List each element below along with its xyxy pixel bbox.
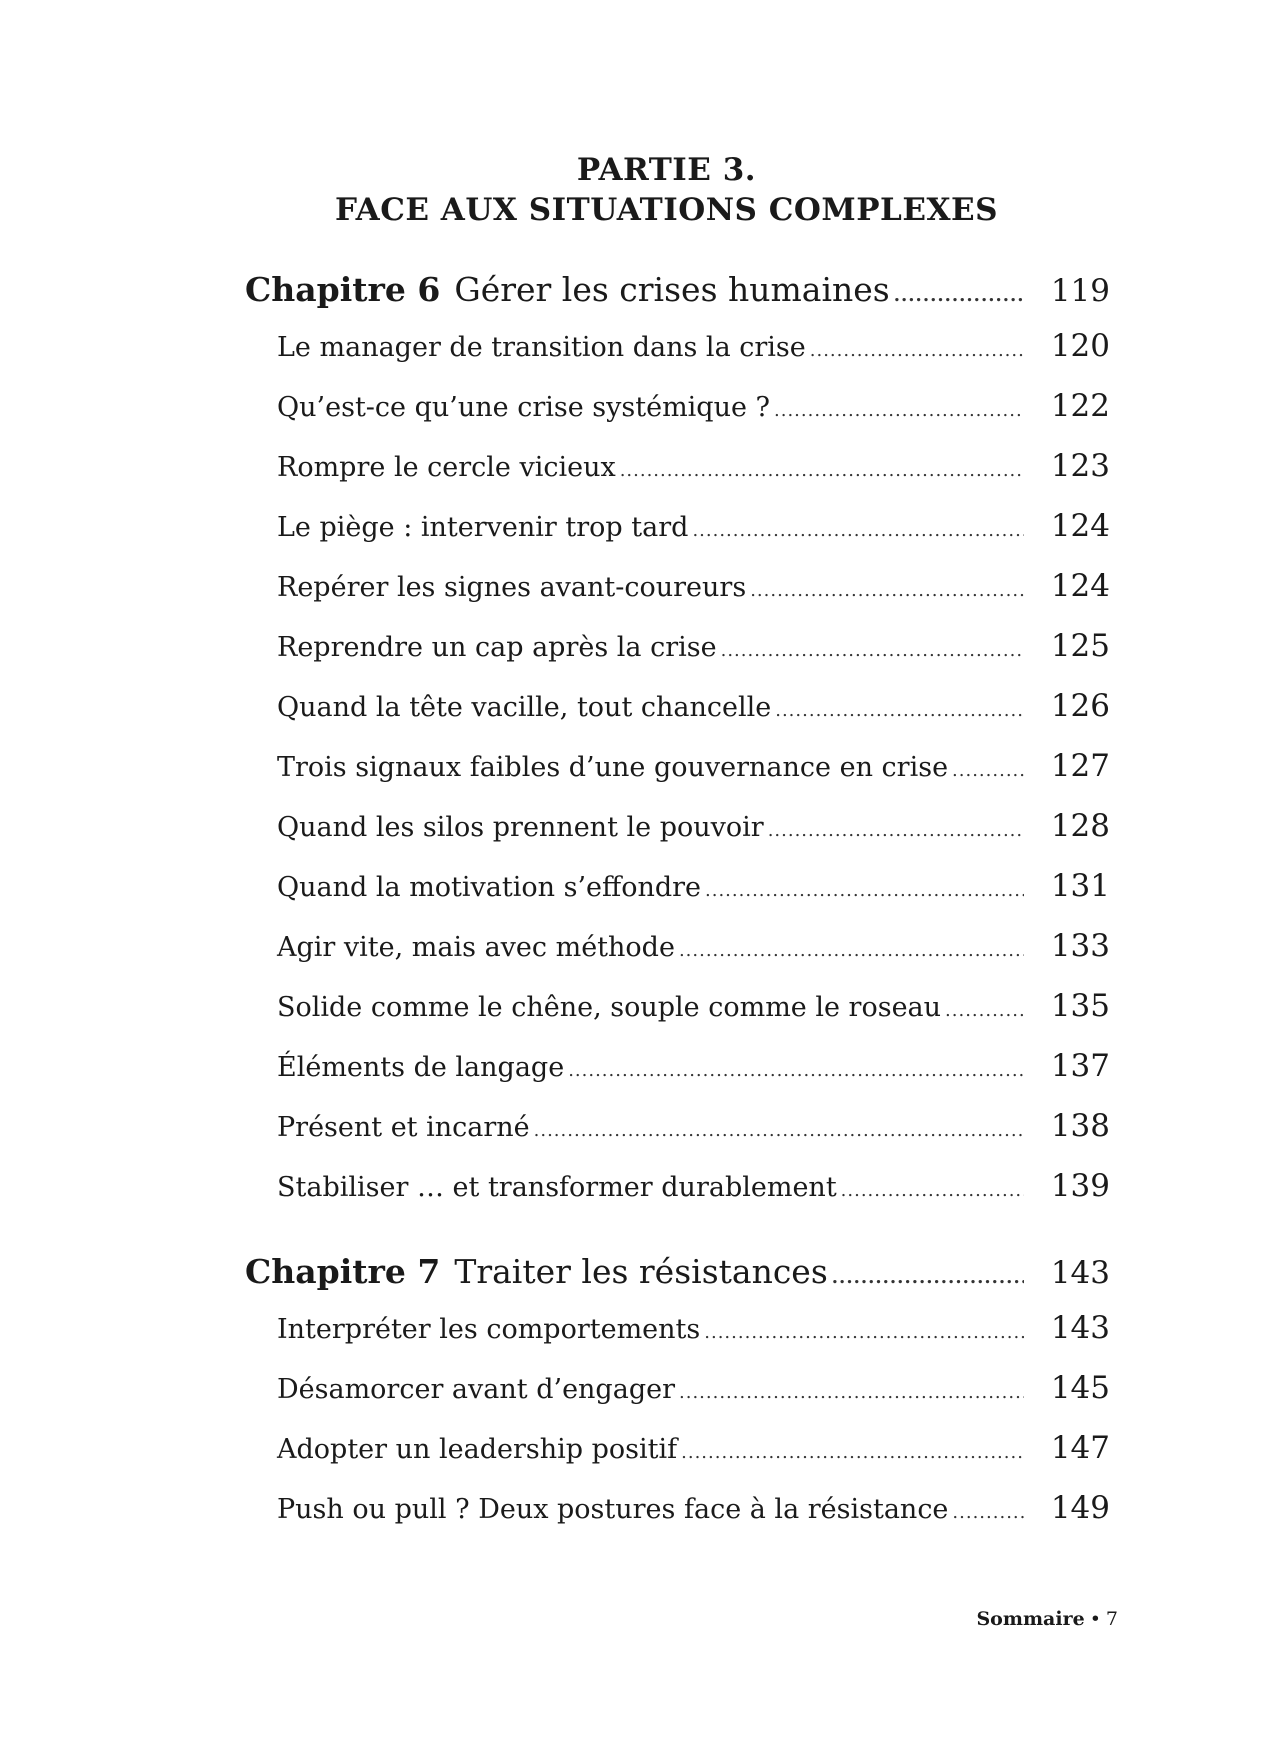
entry-page-number: 137 — [1050, 1048, 1110, 1084]
dot-leader — [750, 580, 1024, 601]
dot-leader — [774, 400, 1024, 421]
toc-entry[interactable] — [245, 688, 1110, 748]
dot-leader — [679, 940, 1024, 961]
dot-leader — [704, 1322, 1024, 1343]
entry-title: Présent et incarné — [277, 1112, 530, 1143]
dot-leader — [945, 1000, 1024, 1021]
dot-leader — [620, 460, 1024, 481]
entry-page-number: 125 — [1050, 628, 1110, 664]
dot-leader — [768, 820, 1024, 841]
entry-title: Le piège : intervenir trop tard — [277, 512, 689, 543]
entry-title: Qu’est-ce qu’une crise systémique ? — [277, 392, 771, 423]
entry-title: Push ou pull ? Deux postures face à la résistance — [277, 1494, 949, 1525]
dot-leader — [952, 1502, 1024, 1523]
toc-entry[interactable] — [245, 328, 1110, 388]
toc-entry[interactable] — [245, 388, 1110, 448]
chapter-page-number: 119 — [1050, 273, 1110, 309]
toc-chapter-7[interactable] — [245, 1252, 1110, 1310]
entry-page-number: 133 — [1050, 928, 1110, 964]
entry-title: Stabiliser … et transformer durablement — [277, 1172, 837, 1203]
dot-leader — [894, 285, 1024, 306]
entry-title: Quand la motivation s’effondre — [277, 872, 702, 903]
toc-entry[interactable] — [245, 628, 1110, 688]
entry-page-number: 147 — [1050, 1430, 1110, 1466]
chapter-title: Gérer les crises humaines — [454, 270, 890, 309]
toc-entry[interactable] — [245, 508, 1110, 568]
dot-leader — [681, 1442, 1024, 1463]
entry-page-number: 145 — [1050, 1370, 1110, 1406]
dot-leader — [810, 340, 1024, 361]
entry-page-number: 139 — [1050, 1168, 1110, 1204]
toc-entry[interactable] — [245, 808, 1110, 868]
dot-leader — [705, 880, 1024, 901]
toc-entry[interactable] — [245, 1168, 1110, 1228]
footer-bullet: • — [1089, 1608, 1101, 1630]
entry-page-number: 128 — [1050, 808, 1110, 844]
dot-leader — [692, 520, 1024, 541]
table-of-contents — [245, 270, 1110, 1550]
dot-leader — [568, 1060, 1024, 1081]
entry-title: Solide comme le chêne, souple comme le roseau — [277, 992, 942, 1023]
entry-page-number: 123 — [1050, 448, 1110, 484]
entry-page-number: 122 — [1050, 388, 1110, 424]
dot-leader — [952, 760, 1024, 781]
entry-page-number: 149 — [1050, 1490, 1110, 1526]
chapter-number: Chapitre 6 — [245, 270, 441, 309]
entry-title: Éléments de langage — [277, 1052, 565, 1083]
entry-page-number: 138 — [1050, 1108, 1110, 1144]
dot-leader — [534, 1120, 1024, 1141]
entry-page-number: 124 — [1050, 508, 1110, 544]
entry-title: Rompre le cercle vicieux — [277, 452, 616, 483]
part-number: PARTIE 3. — [576, 152, 757, 188]
toc-entry[interactable] — [245, 1048, 1110, 1108]
toc-entry[interactable] — [245, 1430, 1110, 1490]
toc-entry[interactable] — [245, 928, 1110, 988]
footer-section-title: Sommaire — [976, 1608, 1085, 1630]
toc-entry[interactable] — [245, 1108, 1110, 1168]
entry-page-number: 120 — [1050, 328, 1110, 364]
entry-title: Désamorcer avant d’engager — [277, 1374, 675, 1405]
entry-title: Repérer les signes avant-coureurs — [277, 572, 747, 603]
entry-page-number: 124 — [1050, 568, 1110, 604]
entry-title: Trois signaux faibles d’une gouvernance en crise — [277, 752, 949, 783]
chapter-number: Chapitre 7 — [245, 1252, 441, 1291]
entry-title: Agir vite, mais avec méthode — [277, 932, 675, 963]
toc-entry[interactable] — [245, 568, 1110, 628]
dot-leader — [679, 1382, 1024, 1403]
toc-entry[interactable] — [245, 868, 1110, 928]
toc-entry[interactable] — [245, 1490, 1110, 1550]
entry-title: Interpréter les comportements — [277, 1314, 701, 1345]
page-footer — [976, 1608, 1118, 1630]
toc-entry[interactable] — [245, 988, 1110, 1048]
toc-entry[interactable] — [245, 748, 1110, 808]
chapter-title: Traiter les résistances — [454, 1252, 828, 1291]
chapter-heading — [245, 270, 890, 309]
toc-entry[interactable] — [245, 1370, 1110, 1430]
entry-page-number: 135 — [1050, 988, 1110, 1024]
entry-page-number: 131 — [1050, 868, 1110, 904]
entry-page-number: 126 — [1050, 688, 1110, 724]
entry-title: Quand les silos prennent le pouvoir — [277, 812, 764, 843]
part-title: FACE AUX SITUATIONS COMPLEXES — [334, 192, 999, 228]
entry-title: Reprendre un cap après la crise — [277, 632, 717, 663]
footer-page-number: 7 — [1105, 1608, 1118, 1630]
toc-entry[interactable] — [245, 448, 1110, 508]
dot-leader — [775, 700, 1024, 721]
chapter-heading — [245, 1252, 828, 1291]
entry-page-number: 143 — [1050, 1310, 1110, 1346]
dot-leader — [841, 1180, 1024, 1201]
entry-title: Adopter un leadership positif — [277, 1434, 678, 1465]
entry-title: Quand la tête vacille, tout chancelle — [277, 692, 772, 723]
dot-leader — [721, 640, 1024, 661]
toc-entry[interactable] — [245, 1310, 1110, 1370]
entry-page-number: 127 — [1050, 748, 1110, 784]
chapter-page-number: 143 — [1050, 1255, 1110, 1291]
entry-title: Le manager de transition dans la crise — [277, 332, 806, 363]
dot-leader — [832, 1267, 1024, 1288]
toc-chapter-6[interactable] — [245, 270, 1110, 328]
